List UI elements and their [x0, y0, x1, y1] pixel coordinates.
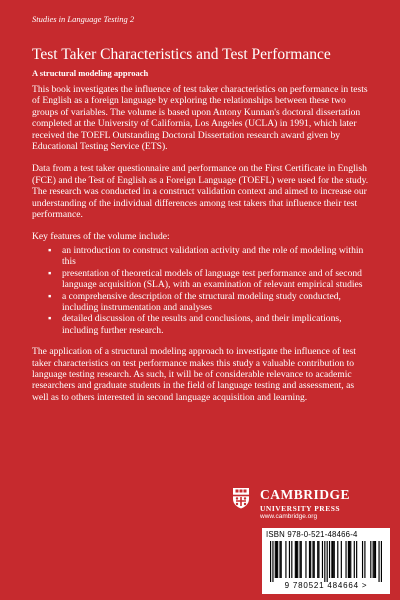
barcode-bar — [322, 541, 323, 578]
features-intro: Key features of the volume include: — [32, 231, 170, 243]
features-list — [32, 245, 372, 336]
barcode-bar — [345, 541, 346, 578]
barcode-bar — [373, 541, 374, 578]
barcode-bar — [314, 541, 315, 578]
barcode-bar — [296, 541, 297, 578]
barcode-bar — [334, 541, 335, 578]
barcode-bar — [297, 541, 298, 578]
barcode-bar — [301, 541, 302, 578]
feature-text: an introduction to construct validation activity and the role of modeling within this — [62, 244, 364, 268]
barcode-bar — [305, 541, 306, 578]
barcode-bar — [318, 541, 319, 578]
bullet-icon: ▪ — [48, 290, 52, 302]
bullet-icon: ▪ — [48, 313, 52, 325]
barcode-bar — [309, 541, 310, 578]
barcode-bar — [350, 541, 351, 578]
barcode-digits: 9 780521 484664 > — [284, 581, 368, 590]
barcode-bar — [375, 541, 376, 578]
barcode-bar — [332, 541, 333, 578]
barcode-bar — [349, 541, 350, 578]
barcode-bar — [348, 541, 349, 578]
barcode-bar — [312, 541, 313, 578]
barcode-bar — [275, 541, 276, 578]
blurb-paragraph-2: Data from a test taker questionnaire and performance on the First Certificate in English (FCE) and the Test of English as a Foreign Language (TOEFL) were used for the study. The research was conducted in a construct validation context and aimed to increase our understanding of the individual differences among test takers that influence their test performance. — [32, 163, 369, 221]
isbn-label: ISBN 978-0-521-48466-4 — [266, 530, 358, 539]
barcode-bar — [276, 541, 277, 578]
barcode-bar — [341, 541, 342, 578]
barcode-bar — [374, 541, 375, 578]
barcode-bar — [299, 541, 300, 578]
list-item — [48, 267, 372, 291]
barcode-bar — [272, 541, 273, 582]
list-item — [48, 313, 372, 336]
bullet-icon: ▪ — [48, 267, 52, 279]
list-item — [48, 290, 372, 314]
publisher-name: CAMBRIDGE — [260, 487, 351, 502]
barcode-bar — [279, 541, 280, 578]
barcode-bar — [362, 541, 363, 578]
cambridge-shield-icon — [232, 487, 250, 509]
barcode-bar — [331, 541, 332, 578]
series-label: Studies in Language Testing 2 — [32, 14, 135, 24]
barcode-block — [262, 528, 390, 594]
barcode-bar — [381, 541, 382, 582]
barcode-bar — [364, 541, 365, 578]
barcode-bar — [291, 541, 292, 578]
barcode-bar — [327, 541, 328, 582]
barcode-bar — [378, 541, 379, 582]
feature-text: a comprehensive description of the structural modeling study conducted, including instrumentation and analyses — [62, 290, 341, 313]
barcode-bar — [354, 541, 355, 578]
barcode-bar — [317, 541, 318, 578]
blurb-paragraph-3: The application of a structural modeling approach to investigate the influence of test taker characteristics on test performance makes this study a valuable contribution to language testing research. As such, it will be of considerable relevance to academic researchers and graduate students in the field of language testing and assessment, as well as to others interested in second language acquisition and learning. — [32, 346, 356, 403]
barcode-bar — [295, 541, 296, 578]
publisher-url: www.cambridge.org — [260, 513, 318, 520]
barcode-bar — [270, 541, 271, 582]
blurb-paragraph-1: This book investigates the influence of test taker characteristics on performance in tests of English as a foreign language by exploring the relationships between these two groups of variables. The volume is based upon Antony Kunnan's doctoral dissertation completed at the University of California, Los Angeles (UCLA) in 1991, which later received the TOEFL Outstanding Doctoral Dissertation research award given by Educational Testing Service (ETS). — [32, 84, 368, 153]
barcode-bar — [329, 541, 330, 578]
book-subtitle: A structural modeling approach — [32, 68, 149, 78]
feature-text: detailed discussion of the results and conclusions, and their implications, including further research. — [62, 313, 342, 336]
barcode-bar — [324, 541, 325, 582]
publisher-press: UNIVERSITY PRESS — [260, 504, 341, 513]
barcode-bar — [289, 541, 290, 578]
barcode-bar — [337, 541, 338, 578]
barcode-bar — [370, 541, 371, 578]
barcode-bar — [310, 541, 311, 578]
list-item — [48, 244, 372, 268]
barcode-bar — [281, 541, 282, 578]
blurb — [32, 84, 372, 414]
barcode-bar — [356, 541, 357, 578]
bullet-icon: ▪ — [48, 244, 52, 256]
feature-text: presentation of theoretical models of language test performance and of second language acquisition (SLA), with an examination of relevant empirical studies — [62, 267, 363, 291]
barcode-icon — [270, 541, 382, 582]
book-title: Test Taker Characteristics and Test Performance — [32, 46, 331, 63]
barcode-bar — [285, 541, 286, 578]
barcode-bar — [277, 541, 278, 578]
